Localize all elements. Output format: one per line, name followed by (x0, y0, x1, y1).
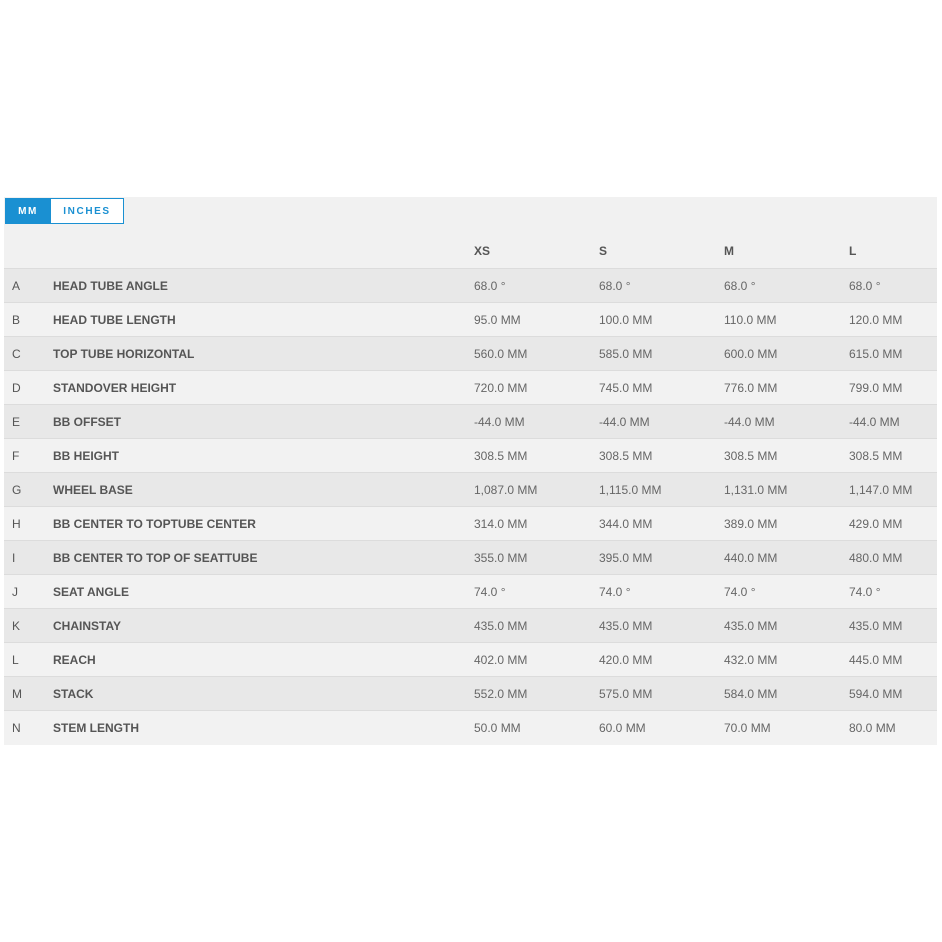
row-letter: B (12, 312, 21, 327)
row-value-xs: 435.0 MM (474, 618, 528, 633)
row-value-m: 435.0 MM (724, 618, 778, 633)
row-value-s: 344.0 MM (599, 516, 653, 531)
inches-unit-button[interactable]: INCHES (50, 199, 123, 223)
row-value-xs: 74.0 ° (474, 584, 506, 599)
row-measurement-name: REACH (53, 652, 96, 667)
row-value-m: 600.0 MM (724, 346, 778, 361)
header-size-s: S (599, 244, 608, 258)
row-value-l: 615.0 MM (849, 346, 903, 361)
row-letter: E (12, 414, 21, 429)
table-row (4, 337, 937, 371)
unit-toggle (5, 198, 124, 224)
table-row (4, 303, 937, 337)
row-value-xs: 50.0 MM (474, 720, 521, 735)
row-value-l: 80.0 MM (849, 720, 896, 735)
row-value-s: 435.0 MM (599, 618, 653, 633)
table-row (4, 439, 937, 473)
row-value-l: 68.0 ° (849, 278, 881, 293)
row-measurement-name: WHEEL BASE (53, 482, 133, 497)
table-row (4, 541, 937, 575)
table-header-row (4, 234, 937, 269)
row-value-xs: 560.0 MM (474, 346, 528, 361)
row-letter: G (12, 482, 22, 497)
header-size-xs: XS (474, 244, 491, 258)
row-value-xs: 552.0 MM (474, 686, 528, 701)
row-value-s: 68.0 ° (599, 278, 631, 293)
row-measurement-name: TOP TUBE HORIZONTAL (53, 346, 195, 361)
row-value-xs: 355.0 MM (474, 550, 528, 565)
row-value-xs: 68.0 ° (474, 278, 506, 293)
row-value-s: 74.0 ° (599, 584, 631, 599)
row-value-l: 445.0 MM (849, 652, 903, 667)
row-letter: F (12, 448, 20, 463)
mm-unit-button[interactable]: MM (6, 199, 50, 223)
row-value-m: 776.0 MM (724, 380, 778, 395)
row-value-l: 480.0 MM (849, 550, 903, 565)
table-row (4, 643, 937, 677)
row-value-xs: -44.0 MM (474, 414, 525, 429)
table-row (4, 677, 937, 711)
row-value-s: -44.0 MM (599, 414, 650, 429)
row-value-m: 389.0 MM (724, 516, 778, 531)
table-row (4, 609, 937, 643)
row-value-xs: 308.5 MM (474, 448, 528, 463)
row-measurement-name: BB CENTER TO TOP OF SEATTUBE (53, 550, 258, 565)
row-value-m: 68.0 ° (724, 278, 756, 293)
row-value-s: 1,115.0 MM (599, 482, 662, 497)
table-row (4, 575, 937, 609)
row-value-xs: 1,087.0 MM (474, 482, 538, 497)
row-value-l: 435.0 MM (849, 618, 903, 633)
row-measurement-name: SEAT ANGLE (53, 584, 130, 599)
table-row (4, 507, 937, 541)
table-body (4, 269, 937, 745)
table-row (4, 405, 937, 439)
row-letter: A (12, 278, 21, 293)
row-letter: I (12, 550, 16, 565)
row-value-l: -44.0 MM (849, 414, 900, 429)
row-letter: N (12, 720, 21, 735)
row-value-m: 1,131.0 MM (724, 482, 788, 497)
table-row (4, 473, 937, 507)
row-value-m: 70.0 MM (724, 720, 771, 735)
row-value-s: 395.0 MM (599, 550, 653, 565)
row-value-m: 584.0 MM (724, 686, 778, 701)
row-value-l: 799.0 MM (849, 380, 903, 395)
row-measurement-name: STACK (53, 686, 94, 701)
row-value-s: 585.0 MM (599, 346, 653, 361)
header-size-l: L (849, 244, 857, 258)
row-value-l: 429.0 MM (849, 516, 903, 531)
row-value-m: 110.0 MM (724, 312, 777, 327)
row-value-s: 575.0 MM (599, 686, 653, 701)
row-value-l: 120.0 MM (849, 312, 903, 327)
row-letter: J (12, 584, 18, 599)
row-value-m: 440.0 MM (724, 550, 778, 565)
row-letter: M (12, 686, 22, 701)
row-value-m: 432.0 MM (724, 652, 778, 667)
row-measurement-name: STEM LENGTH (53, 720, 139, 735)
geometry-panel (4, 197, 937, 745)
row-value-xs: 720.0 MM (474, 380, 528, 395)
row-letter: D (12, 380, 21, 395)
row-measurement-name: BB HEIGHT (53, 448, 119, 463)
row-measurement-name: STANDOVER HEIGHT (53, 380, 177, 395)
row-value-l: 1,147.0 MM (849, 482, 913, 497)
table-row (4, 711, 937, 745)
row-value-l: 74.0 ° (849, 584, 881, 599)
header-measurement (53, 234, 474, 269)
row-value-s: 100.0 MM (599, 312, 653, 327)
row-measurement-name: BB OFFSET (53, 414, 121, 429)
header-letter (4, 234, 53, 269)
row-value-s: 60.0 MM (599, 720, 646, 735)
row-letter: L (12, 652, 19, 667)
row-measurement-name: BB CENTER TO TOPTUBE CENTER (53, 516, 256, 531)
row-value-m: -44.0 MM (724, 414, 775, 429)
row-measurement-name: HEAD TUBE LENGTH (53, 312, 176, 327)
row-letter: K (12, 618, 21, 633)
table-row (4, 269, 937, 303)
row-value-s: 745.0 MM (599, 380, 653, 395)
row-letter: H (12, 516, 21, 531)
row-value-l: 594.0 MM (849, 686, 903, 701)
row-measurement-name: HEAD TUBE ANGLE (53, 278, 168, 293)
row-value-m: 308.5 MM (724, 448, 778, 463)
row-value-s: 308.5 MM (599, 448, 653, 463)
row-value-s: 420.0 MM (599, 652, 653, 667)
row-value-m: 74.0 ° (724, 584, 756, 599)
header-size-m: M (724, 244, 734, 258)
row-letter: C (12, 346, 21, 361)
geometry-table (4, 234, 937, 745)
row-value-l: 308.5 MM (849, 448, 903, 463)
row-value-xs: 314.0 MM (474, 516, 528, 531)
row-value-xs: 95.0 MM (474, 312, 521, 327)
row-measurement-name: CHAINSTAY (53, 618, 122, 633)
table-row (4, 371, 937, 405)
row-value-xs: 402.0 MM (474, 652, 528, 667)
